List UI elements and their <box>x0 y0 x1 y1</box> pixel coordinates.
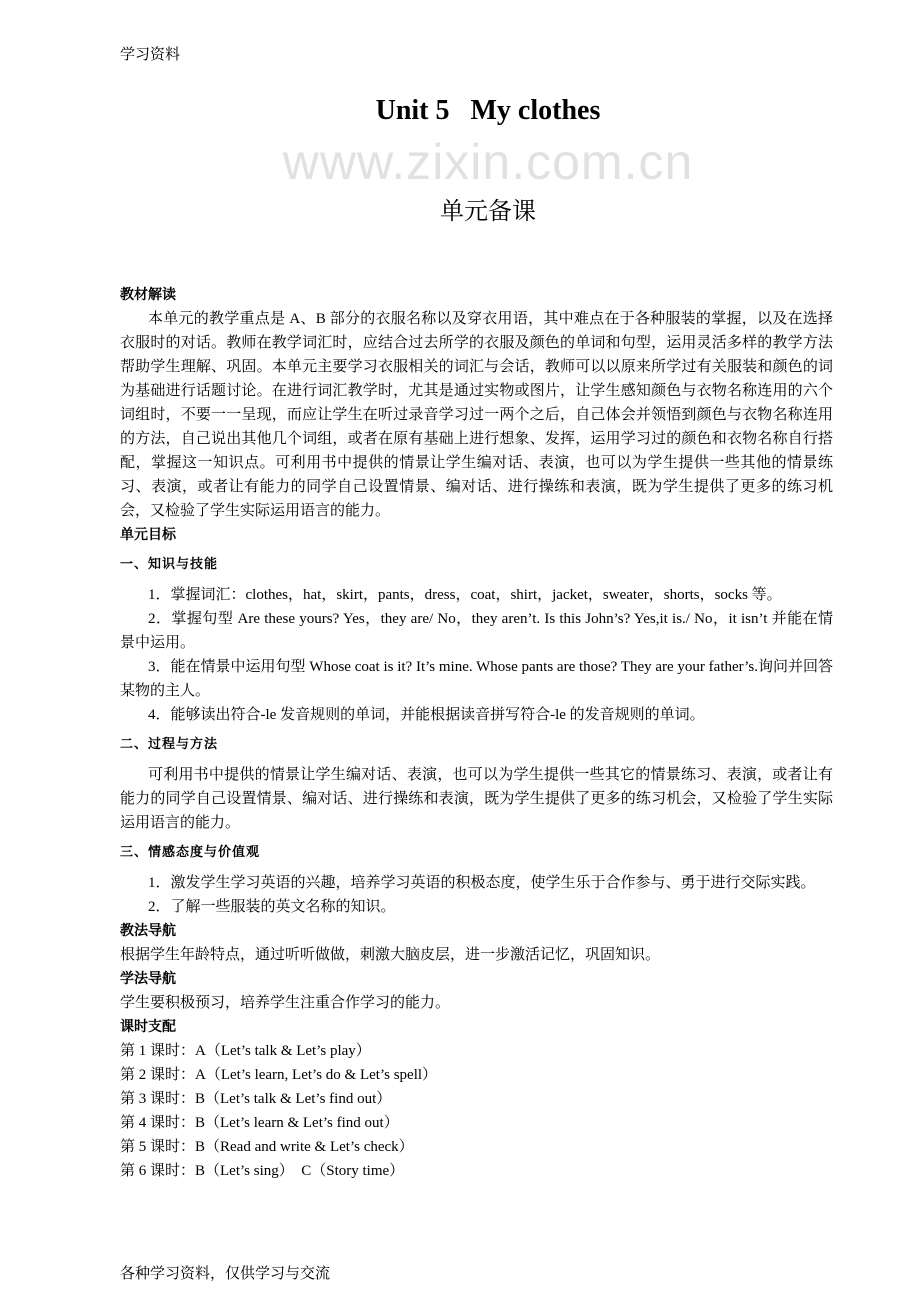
schedule-item: 第 4 课时：B（Let’s learn & Let’s find out） <box>120 1115 399 1131</box>
knowledge-item: 4．能够读出符合-le 发音规则的单词，并能根据读音拼写符合-le 的发音规则的单词。 <box>148 707 705 723</box>
schedule-heading: 课时支配 <box>120 1019 176 1035</box>
knowledge-item: 2．掌握句型 Are these yours? Yes，they are/ No，they aren’t. Is this John’s? Yes,it is./ No，it isn’t 并能在情景中运用。 <box>120 611 833 651</box>
analysis-paragraph: 本单元的教学重点是 A、B 部分的衣服名称以及穿衣用语，其中难点在于各种服装的掌握，以及在选择衣服时的对话。教师在教学词汇时，应结合过去所学的衣服及颜色的单词和句型，运用灵活多样的教学方法帮助学生理解、巩固。本单元主要学习衣服相关的词汇与会话，教师可以以原来所学过有关服装和颜色的词为基础进行话题讨论。在进行词汇教学时，尤其是通过实物或图片，让学生感知颜色与衣物名称连用的六个词组时，不要一一呈现，而应让学生在听过录音学习过一两个之后，自己体会并领悟到颜色与衣物名称连用的方法，自己说出其他几个词组，或者在原有基础上进行想象、发挥，运用学习过的颜色和衣物名称自行搭配，掌握这一知识点。可利用书中提供的情景让学生编对话、表演，也可以为学生提供一些其他的情景练习、表演，或者让有能力的同学自己设置情景、编对话、进行操练和表演，既为学生提供了更多的练习机会，又检验了学生实际运用语言的能力。 <box>120 311 833 519</box>
document-subtitle: 单元备课 <box>440 197 536 225</box>
process-heading: 二、过程与方法 <box>120 737 219 752</box>
schedule-item: 第 2 课时：A（Let’s learn, Let’s do & Let’s spell） <box>120 1067 438 1083</box>
teaching-heading: 教法导航 <box>120 923 176 939</box>
attitude-heading: 三、情感态度与价值观 <box>120 845 261 860</box>
schedule-item: 第 6 课时：B（Let’s sing） C（Story time） <box>120 1163 405 1179</box>
analysis-heading: 教材解读 <box>120 287 176 303</box>
page-footer: 各种学习资料，仅供学习与交流 <box>120 1266 331 1282</box>
learning-paragraph: 学生要积极预习，培养学生注重合作学习的能力。 <box>120 995 451 1011</box>
attitude-item: 1．激发学生学习英语的兴趣，培养学习英语的积极态度，使学生乐于合作参与、勇于进行交际实践。 <box>148 875 816 891</box>
schedule-item: 第 3 课时：B（Let’s talk & Let’s find out） <box>120 1091 392 1107</box>
watermark: www.zixin.com.cn <box>282 134 694 190</box>
page-header: 学习资料 <box>120 47 181 63</box>
goals-heading: 单元目标 <box>120 527 176 543</box>
attitude-item: 2．了解一些服装的英文名称的知识。 <box>148 899 396 915</box>
teaching-paragraph: 根据学生年龄特点，通过听听做做，刺激大脑皮层，进一步激活记忆，巩固知识。 <box>120 947 661 963</box>
knowledge-heading: 一、知识与技能 <box>120 557 219 572</box>
schedule-item: 第 1 课时：A（Let’s talk & Let’s play） <box>120 1043 371 1059</box>
process-paragraph: 可利用书中提供的情景让学生编对话、表演，也可以为学生提供一些其它的情景练习、表演，或者让有能力的同学自己设置情景、编对话、进行操练和表演，既为学生提供了更多的练习机会，又检验了学生实际运用语言的能力。 <box>120 767 833 831</box>
knowledge-item: 1．掌握词汇：clothes，hat，skirt，pants，dress，coat，shirt，jacket，sweater，shorts，socks 等。 <box>148 587 782 603</box>
schedule-item: 第 5 课时：B（Read and write & Let’s check） <box>120 1139 414 1155</box>
learning-heading: 学法导航 <box>120 971 176 987</box>
document-body <box>120 283 833 1183</box>
knowledge-item: 3．能在情景中运用句型 Whose coat is it? It’s mine. Whose pants are those? They are your father’s.询问并回答某物的主人。 <box>120 659 833 699</box>
document-title: Unit 5 My clothes <box>375 95 601 126</box>
